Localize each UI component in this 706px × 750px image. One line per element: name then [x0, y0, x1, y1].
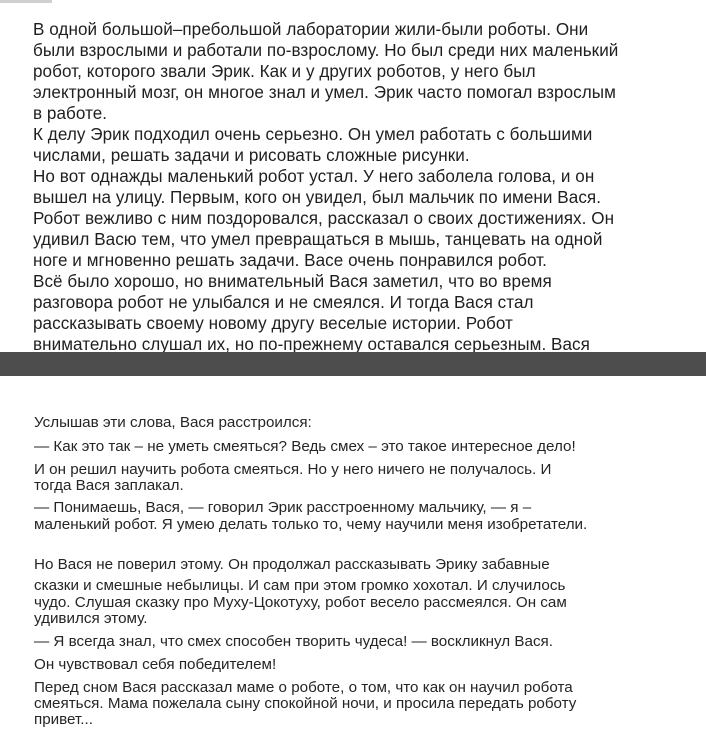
text-line: в работе.	[33, 104, 108, 123]
screenshot-divider	[0, 352, 706, 376]
text-line: Но вот однажды маленький робот устал. У него заболела голова, и он	[33, 167, 595, 186]
text-line: сказки и смешные небылицы. И сам при этом громко хохотал. И случилось	[34, 577, 566, 594]
story-text-top	[33, 19, 683, 352]
text-line: чудо. Слушая сказку про Муху-Цокотуху, робот весело рассмеялся. Он сам	[34, 594, 567, 611]
text-line: — Понимаешь, Вася, — говорил Эрик расстроенному мальчику, — я –	[34, 499, 532, 516]
story-screenshot-top	[0, 0, 706, 352]
story-screenshot-bottom	[0, 376, 706, 750]
text-line: Но Вася не поверил этому. Он продолжал рассказывать Эрику забавные	[34, 556, 550, 573]
text-line: В одной большой–пребольшой лаборатории жили-были роботы. Они	[33, 20, 589, 39]
text-line: привет...	[34, 711, 93, 728]
text-line: — Я всегда знал, что смех способен творить чудеса! — воскликнул Вася.	[34, 633, 553, 650]
text-line: смеяться. Мама пожелала сыну спокойной ночи, и просила передать роботу	[34, 695, 577, 712]
text-line: удивил Васю тем, что умел превращаться в мышь, танцевать на одной	[33, 230, 603, 249]
text-line: И он решил научить робота смеяться. Но у него ничего не получалось. И	[34, 461, 552, 478]
text-line: внимательно слушал их, но по-прежнему оставался серьезным. Вася	[33, 335, 590, 352]
text-line: маленький робот. Я умею делать только то, чему научили меня изобретатели.	[34, 516, 588, 533]
text-line: Робот вежливо с ним поздоровался, рассказал о своих достижениях. Он	[33, 209, 615, 228]
text-line: К делу Эрик подходил очень серьезно. Он умел работать с большими	[33, 125, 593, 144]
text-line: удивился этому.	[34, 610, 148, 627]
text-line: вышел на улицу. Первым, кого он увидел, был мальчик по имени Вася.	[33, 188, 602, 207]
text-line: числами, решать задачи и рисовать сложные рисунки.	[33, 146, 470, 165]
text-line: Услышав эти слова, Вася расстроился:	[34, 414, 312, 431]
text-line: Всё было хорошо, но внимательный Вася заметил, что во время	[33, 272, 552, 291]
text-line: Перед сном Вася рассказал маме о роботе, о том, что как он научил робота	[34, 679, 573, 696]
text-line: робот, которого звали Эрик. Как и у других роботов, у него был	[33, 62, 536, 81]
text-line: тогда Вася заплакал.	[34, 477, 184, 494]
text-line: Он чувствовал себя победителем!	[34, 656, 277, 673]
text-line: — Как это так – не уметь смеяться? Ведь смех – это такое интересное дело!	[34, 438, 576, 455]
text-line: разговора робот не улыбался и не смеялся. И тогда Вася стал	[33, 293, 534, 312]
text-line: были взрослыми и работали по-взрослому. Но был среди них маленький	[33, 41, 619, 60]
text-line: ноге и мгновенно решать задачи. Васе очень понравился робот.	[33, 251, 547, 270]
text-line: рассказывать своему новому другу веселые истории. Робот	[33, 314, 513, 333]
text-line: электронный мозг, он многое знал и умел. Эрик часто помогал взрослым	[33, 83, 616, 102]
